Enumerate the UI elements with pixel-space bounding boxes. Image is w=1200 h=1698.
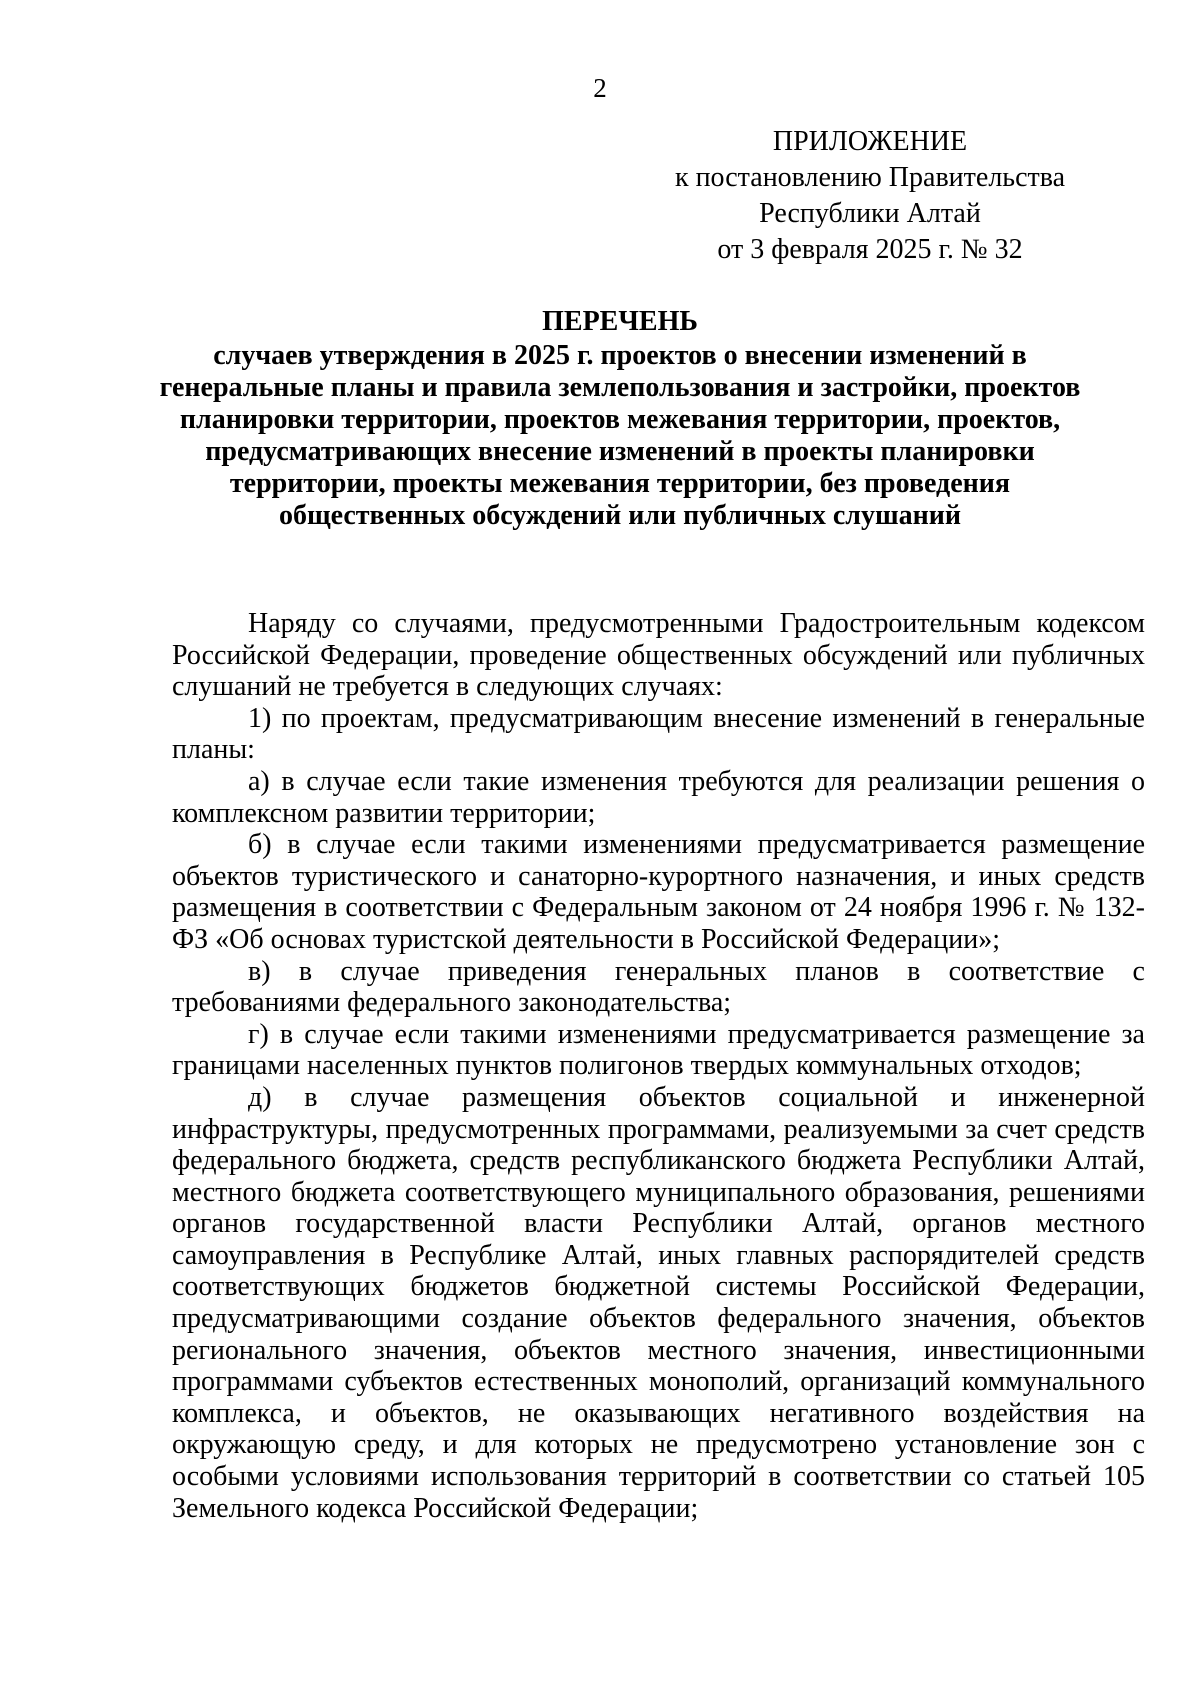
body-paragraph-item-b: б) в случае если такими изменениями предусматривается размещение объектов туристического и санаторно-курортного назначения, и иных средств размещения в соответствии с Федеральным законом от 24 ноября 1996 г. № 132-ФЗ «Об основах туристской деятельности в Российской Федерации»; — [172, 829, 1145, 955]
title-line: общественных обсуждений или публичных слушаний — [278, 500, 962, 531]
appendix-title: ПРИЛОЖЕНИЕ — [772, 126, 968, 157]
title-line: генеральные планы и правила землепользования и застройки, проектов — [159, 372, 1081, 403]
body-paragraph-item-v: в) в случае приведения генеральных планов в соответствие с требованиями федерального законодательства; — [172, 955, 1145, 1019]
body-paragraph-item-1: 1) по проектам, предусматривающим внесение изменений в генеральные планы: — [172, 702, 1145, 766]
body-paragraph-item-a: а) в случае если такие изменения требуются для реализации решения о комплексном развитии территории; — [172, 765, 1145, 829]
document-heading: ПЕРЕЧЕНЬ — [542, 306, 698, 337]
title-line: случаев утверждения в 2025 г. проектов о внесении изменений в — [213, 340, 1027, 371]
appendix-line-2: Республики Алтай — [759, 198, 981, 229]
body-paragraph-item-d: д) в случае размещения объектов социальной и инженерной инфраструктуры, предусмотренных программами, реализуемыми за счет средств федерального бюджета, средств республиканского бюджета Республики Алтай, местного бюджета соответствующего муниципального образования, решениями органов государственной власти Республики Алтай, органов местного самоуправления в Республике Алтай, иных главных распорядителей средств соответствующих бюджетов бюджетной системы Российской Федерации, предусматривающими создание объектов федерального значения, объектов регионального значения, объектов местного значения, инвестиционными программами субъектов естественных монополий, организаций коммунального комплекса, и объектов, не оказывающих негативного воздействия на окружающую среду, и для которых не предусмотрено установление зон с особыми условиями использования территорий в соответствии со статьей 105 Земельного кодекса Российской Федерации; — [172, 1081, 1145, 1524]
title-line: предусматривающих внесение изменений в проекты планировки — [205, 436, 1035, 467]
document-title — [150, 306, 1090, 532]
body-paragraph-item-g: г) в случае если такими изменениями предусматривается размещение за границами населенных пунктов полигонов твердых коммунальных отходов; — [172, 1018, 1145, 1082]
body-paragraph-intro: Наряду со случаями, предусмотренными Градостроительным кодексом Российской Федерации, проведение общественных обсуждений или публичных слушаний не требуется в следующих случаях: — [172, 608, 1145, 703]
title-line: территории, проекты межевания территории, без проведения — [229, 468, 1011, 499]
appendix-line-1: к постановлению Правительства — [674, 162, 1066, 193]
appendix-line-3: от 3 февраля 2025 г. № 32 — [717, 234, 1023, 265]
document-body — [172, 608, 1145, 1524]
title-line: планировки территории, проектов межевания территории, проектов, — [179, 404, 1061, 435]
appendix-block — [660, 124, 1080, 268]
page-number: 2 — [593, 73, 607, 103]
